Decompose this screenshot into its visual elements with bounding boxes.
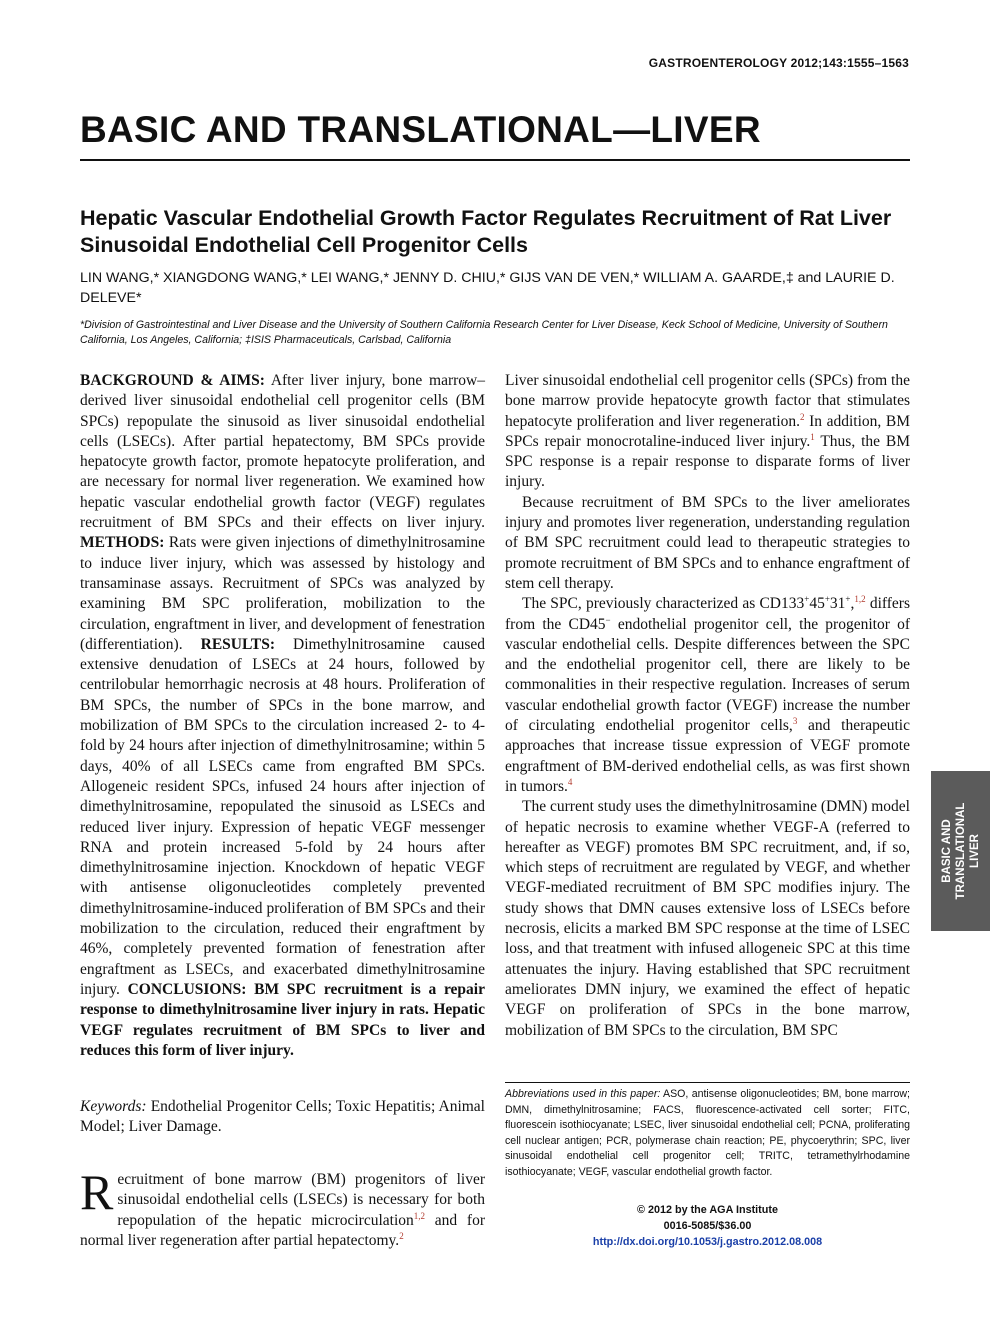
abstract-conclusions-label: CONCLUSIONS: (127, 980, 247, 998)
keywords-label: Keywords: (80, 1098, 147, 1115)
abstract-background-label: BACKGROUND & AIMS: (80, 372, 265, 389)
superscript: + (804, 594, 810, 605)
keywords-text: Endothelial Progenitor Cells; Toxic Hepatitis; Animal Model; Liver Damage. (80, 1098, 485, 1136)
citation-link[interactable]: 1,2 (854, 594, 866, 605)
body-text: The SPC, previously characterized as CD133 (522, 595, 805, 613)
footnote-divider (505, 1082, 910, 1083)
superscript: + (845, 594, 851, 605)
abbreviations-text: ASO, antisense oligonucleotides; BM, bone marrow; DMN, dimethylnitrosamine; FACS, fluorescence-activated cell sorter; FITC, fluorescein isothiocyanate; LSEC, liver sinusoidal endothelial cell; PCNA, proliferating cell nuclear antigen; PCR, polymerase chain reaction; PE, phycoerythrin; SPC, liver sinusoidal endothelial cell progenitor cell; TRITC, tetramethylrhodamine isothiocyanate; VEGF, vascular endothelial growth factor. (505, 1088, 910, 1178)
issn-price: 0016-5085/$36.00 (663, 1220, 752, 1232)
side-tab-line: LIVER (968, 834, 981, 868)
citation-link[interactable]: 3 (792, 716, 798, 727)
body-text: 31 (829, 595, 846, 613)
author-list: LIN WANG,* XIANGDONG WANG,* LEI WANG,* JENNY D. CHIU,* GIJS VAN DE VEN,* WILLIAM A. GAARDE,‡ and LAURIE D. DELEVE* (80, 270, 895, 306)
article-title: Hepatic Vascular Endothelial Growth Factor Regulates Recruitment of Rat Liver Sinusoidal Endothelial Cell Progenitor Cells (80, 206, 892, 257)
abbreviations-label: Abbreviations used in this paper: (505, 1088, 661, 1100)
body-paragraph: The current study uses the dimethylnitrosamine (DMN) model of hepatic necrosis to examine whether VEGF-A (referred to hereafter as VEGF) promotes BM SPC recruitment, and, if so, which steps of recruitment are regulated by VEGF, and whether VEGF-mediated recruitment of BM SPC modifies injury. The study shows that DMN causes extensive loss of LSECs before necrosis, elicits a marked BM SPC response at the time of LSEC loss, and that treatment with infused allogeneic SPC at this time attenuates the injury. Having established that SPC recruitment ameliorates DMN injury, we examined the effect of hepatic VEGF on proliferation of SPCs in the bone marrow, mobilization of BM SPCs to the circulation, BM SPC (505, 798, 910, 1039)
body-text: Thus, the BM SPC response is a repair response to disparate forms of liver injury. (505, 432, 910, 491)
body-paragraph (505, 594, 910, 797)
citation-link[interactable]: 2 (800, 411, 805, 422)
author-affiliations: *Division of Gastrointestinal and Liver Disease and the University of Southern California Research Center for Liver Disease, Keck School of Medicine, University of Southern California, Los Angeles, California; ‡ISIS Pharmaceuticals, Carlsbad, California (80, 319, 888, 346)
doi-link[interactable]: http://dx.doi.org/10.1053/j.gastro.2012.08.008 (592, 1236, 823, 1248)
section-title: BASIC AND TRANSLATIONAL—LIVER (80, 109, 761, 150)
abstract-results-label: RESULTS: (200, 635, 276, 653)
side-tab-label (940, 803, 982, 900)
abstract-methods-text: Rats were given injections of dimethylnitrosamine to induce liver injury, which was assessed by histology and transaminase assays. Recruitment of SPCs was analyzed by examining BM SPC proliferation, mobilization to the circulation, engraftment in liver, and development of fenestration (differentiation). (80, 534, 485, 653)
section-side-tab (931, 771, 990, 931)
keywords (80, 1097, 485, 1138)
section-divider (80, 159, 910, 161)
abstract (80, 371, 485, 1061)
body-text: Liver sinusoidal endothelial cell progenitor cells (SPCs) from the bone marrow provide hepatocyte growth factor that stimulates hepatocyte proliferation and liver regeneration. (505, 372, 910, 430)
abstract-background-text: After liver injury, bone marrow–derived liver sinusoidal endothelial cell progenitor cells (BM SPCs) repopulate the sinusoid as liver sinusoidal endothelial cells (LSECs). After partial hepatectomy, BM SPCs provide hepatocyte growth factor, promote hepatocyte proliferation, and are necessary for normal liver regeneration. We examined how hepatic vascular endothelial growth factor (VEGF) regulates recruitment of BM SPCs and their effects on liver injury. (80, 372, 485, 532)
citation-link[interactable]: 1,2 (413, 1210, 426, 1221)
citation-link[interactable]: 1 (810, 431, 815, 442)
body-paragraph: Because recruitment of BM SPCs to the liver ameliorates injury and promotes liver regeneration, understanding regulation of BM SPC recruitment could lead to therapeutic strategies to promote recruitment of BM SPCs and to enhance engraftment of stem cell therapy. (505, 493, 910, 592)
body-column-right (505, 371, 910, 1041)
abstract-methods-label: METHODS: (80, 534, 165, 552)
abstract-conclusions-text: BM SPC recruitment is a repair response to dimethylnitrosamine liver injury in rats. Hepatic VEGF regulates recruitment of BM SPCs to liver and reduces this form of liver injury. (80, 980, 485, 1059)
citation-link[interactable]: 2 (399, 1230, 404, 1241)
superscript: + (824, 594, 830, 605)
body-paragraph (505, 371, 910, 493)
drop-cap: R (80, 1164, 114, 1220)
intro-text: ecruitment of bone marrow (BM) progenitors of liver sinusoidal endothelial cells (LSECs) is necessary for both repopulation of the hepatic microcirculation (117, 1171, 485, 1229)
copyright: © 2012 by the AGA Institute (637, 1204, 778, 1216)
publisher-info (505, 1202, 910, 1250)
journal-reference: GASTROENTEROLOGY 2012;143:1555–1563 (648, 56, 909, 70)
abbreviations-footnote (505, 1087, 910, 1180)
body-text: and therapeutic approaches that increase tissue expression of VEGF promote engraftment of BM-derived endothelial cells, as was first shown in tumors. (505, 717, 910, 795)
citation-link[interactable]: 4 (567, 776, 573, 787)
body-text: 45 (809, 595, 825, 613)
body-text: differs from the CD45 (505, 595, 910, 633)
intro-text: and for normal liver regeneration after partial hepatectomy. (80, 1211, 486, 1249)
side-tab-line: BASIC AND (940, 819, 953, 883)
introduction-paragraph (80, 1164, 486, 1251)
body-text: , (850, 595, 855, 613)
superscript: − (605, 614, 611, 625)
body-text: In addition, BM SPCs repair monocrotaline-induced liver injury. (505, 412, 910, 450)
body-text: endothelial progenitor cell, the progenitor of vascular endothelial cells. Despite differences between the SPC and the endothelial progenitor cell, there are likely to be commonalities in their respective regulation. Increases of serum vascular endothelial growth factor (VEGF) increase the number of circulating endothelial progenitor cells, (505, 615, 910, 735)
side-tab-line: TRANSLATIONAL (954, 802, 967, 900)
abstract-results-text: Dimethylnitrosamine caused extensive denudation of LSECs at 24 hours, followed by centrilobular hemorrhagic necrosis at 48 hours. Proliferation of BM SPCs, the number of SPCs in the bone marrow, and mobilization of BM SPCs to the circulation increased 2- to 4-fold by 24 hours after injection of dimethylnitrosamine; within 5 days, 40% of all LSECs came from engrafted BM SPCs. Allogeneic resident SPCs, infused 24 hours after injection of dimethylnitrosamine, repopulated the sinusoid as LSECs and reduced liver injury. Expression of hepatic VEGF messenger RNA and protein increased 5-fold by 24 hours after dimethylnitrosamine injection. Knockdown of hepatic VEGF with antisense oligonucleotides completely prevented dimethylnitrosamine-induced proliferation of BM SPCs and their mobilization to the circulation, reduced their engraftment by 46%, completely prevented formation of fenestration after engraftment as LSECs, and exacerbated dimethylnitrosamine injury. (80, 635, 485, 998)
